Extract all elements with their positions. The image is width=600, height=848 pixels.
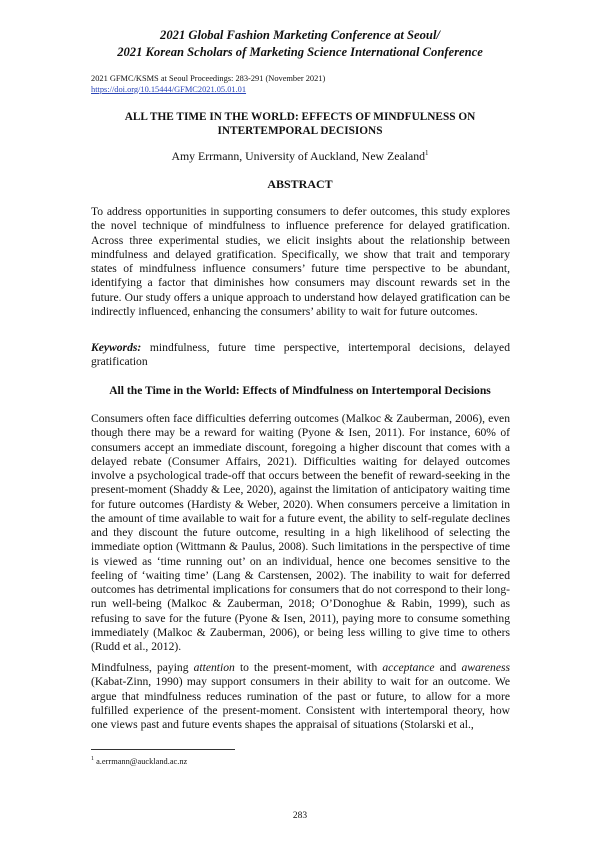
conference-header [0, 27, 600, 61]
body-paragraph-1: Consumers often face difficulties deferring outcomes (Malkoc & Zauberman, 2006), even though there may be a reward for waiting (Pyone & Isen, 2011). For instance, 60% of consumers accept an immediate discount, foregoing a higher discount that comes with a delayed rebate (Consumer Affairs, 2021). Difficulties waiting for delayed outcomes involve a psychological trade-off that occurs between the benefit of reward-seeking in the present-moment (Shaddy & Lee, 2020), against the limitation of anticipatory waiting time for future outcomes (Hardisty & Weber, 2020). When consumers perceive a limitation in the amount of time available to wait for a future event, the ability to self-regulate declines and they discount the future outcome, resulting in a high likelihood of selecting the immediate option (Wittmann & Paulus, 2008). Such limitations in the perspective of time is viewed as ‘time running out’ on an individual, hence one becomes sensitive to the feeling of ‘waiting time’ (Lang & Carstensen, 2002). The inability to wait for deferred outcomes has detrimental implications for consumers that do not correspond to their long-run well-being (Malkoc & Zauberman, 2018; O’Donoghue & Rabin, 1999), such as refusing to save for the future (Pyone & Isen, 2011), paying more to consume something immediately (Malkoc & Zauberman, 2006), or being less willing to give time to others (Rudd et al., 2012). [91, 412, 510, 653]
keywords-text: mindfulness, future time perspective, intertemporal decisions, delayed gratification [91, 341, 510, 369]
emphasis-acceptance: acceptance [382, 661, 435, 674]
footnote [91, 757, 187, 766]
keywords [91, 341, 510, 370]
conference-header-line-1: 2021 Global Fashion Marketing Conference at Seoul/ [160, 28, 440, 42]
paper-title-line-1: ALL THE TIME IN THE WORLD: EFFECTS OF MINDFULNESS ON [124, 111, 476, 123]
page-number: 283 [292, 811, 308, 821]
section-heading: All the Time in the World: Effects of Mindfulness on Intertemporal Decisions [109, 384, 491, 397]
author-line [0, 149, 600, 164]
paper-title-line-2: INTERTEMPORAL DECISIONS [217, 125, 383, 137]
keywords-label: Keywords: [91, 341, 142, 354]
author-affiliation: Amy Errmann, University of Auckland, New Zealand [171, 149, 426, 163]
emphasis-awareness: awareness [461, 661, 510, 674]
footnote-divider [91, 749, 235, 750]
emphasis-attention: attention [193, 661, 235, 674]
body-paragraph-2-part-a: Mindfulness, paying [91, 661, 194, 674]
body-paragraph-2-part-d: (Kabat-Zinn, 1990) may support consumers in their ability to wait for an outcome. We argue that mindfulness reduces rumination of the past or future, to allow for a more fulfilled experience of the present-moment. Consistent with intertemporal theory, how one views past and future events shapes the appraisal of situations (Stolarski et al., [91, 675, 510, 731]
conference-header-line-2: 2021 Korean Scholars of Marketing Science International Conference [117, 45, 483, 59]
body-paragraph-2 [91, 661, 510, 732]
footnote-email: a.errmann@auckland.ac.nz [94, 757, 188, 766]
paper-title [0, 110, 600, 138]
proceedings-citation: 2021 GFMC/KSMS at Seoul Proceedings: 283-291 (November 2021) [91, 74, 326, 83]
doi-link[interactable]: https://doi.org/10.15444/GFMC2021.05.01.01 [91, 84, 247, 94]
proceedings-info [91, 74, 325, 95]
abstract-text: To address opportunities in supporting consumers to defer outcomes, this study explores the novel technique of mindfulness to influence preference for delayed gratification. Across three experimental studies, we elicit insights about the relationship between mindfulness and delayed gratification. Specifically, we show that trait and temporary states of mindfulness influence consumers’ future time perspective to be abundant, identifying a factor that diminishes how consumers may discount rewards set in the future. Our study offers a unique approach to understand how delayed gratification can be indirectly influenced, enhancing the consumers’ ability to wait for future outcomes. [91, 205, 510, 318]
body-paragraph-2-part-c: and [434, 661, 462, 674]
author-footnote-mark: 1 [425, 149, 429, 158]
body-paragraph-2-part-b: to the present-moment, with [234, 661, 383, 674]
footnote-mark: 1 [91, 756, 94, 763]
abstract-heading: ABSTRACT [267, 177, 333, 191]
